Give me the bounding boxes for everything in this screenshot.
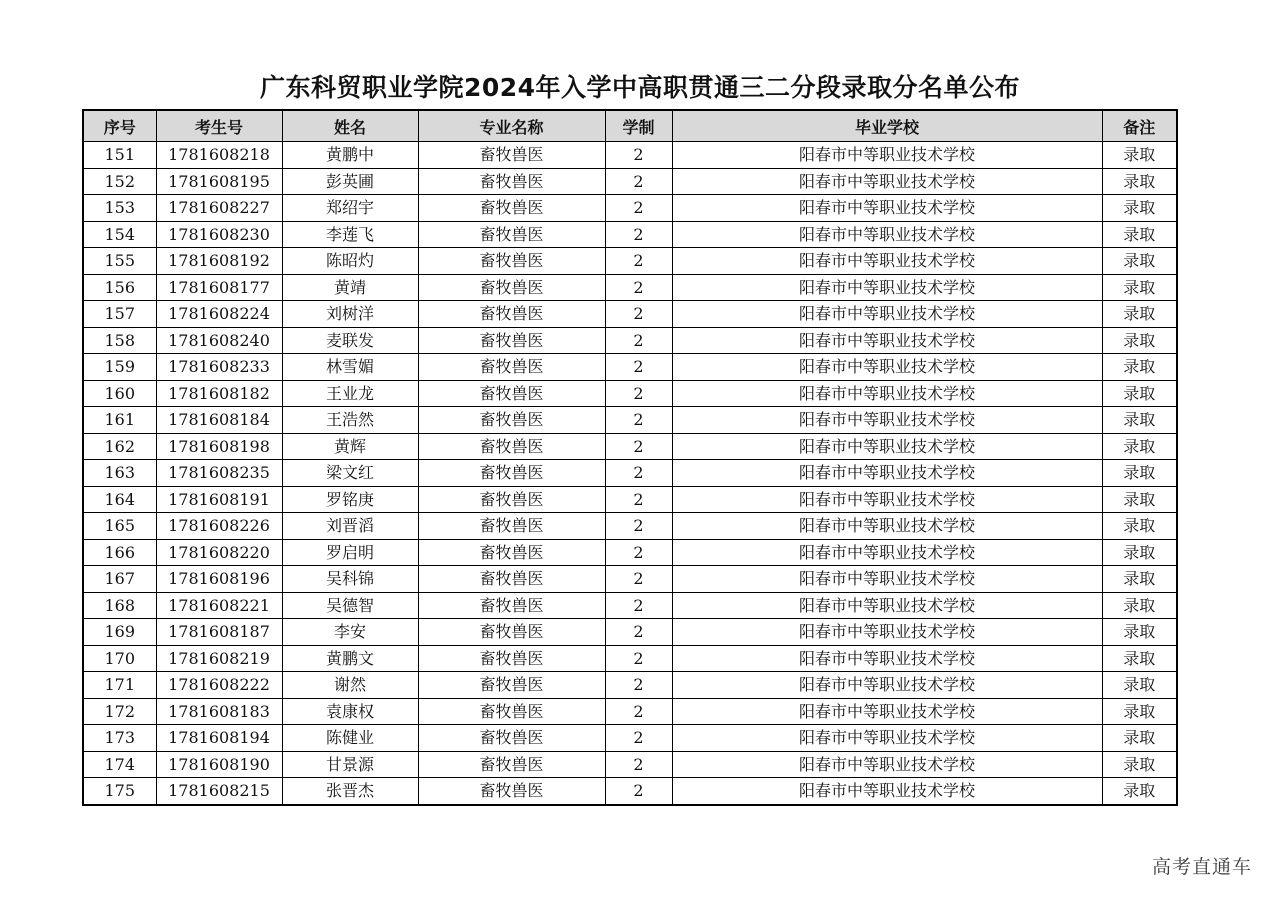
cell-name: 吴德智: [282, 592, 418, 619]
cell-remark: 录取: [1102, 195, 1177, 222]
cell-major: 畜牧兽医: [418, 380, 605, 407]
cell-seq-number: 159: [83, 354, 156, 381]
cell-seq-number: 154: [83, 221, 156, 248]
cell-seq-number: 168: [83, 592, 156, 619]
cell-graduate-school: 阳春市中等职业技术学校: [672, 301, 1102, 328]
column-header-candidate-id: 考生号: [156, 110, 282, 142]
cell-remark: 录取: [1102, 619, 1177, 646]
cell-seq-number: 166: [83, 539, 156, 566]
cell-seq-number: 169: [83, 619, 156, 646]
cell-graduate-school: 阳春市中等职业技术学校: [672, 327, 1102, 354]
cell-candidate-id: 1781608177: [156, 274, 282, 301]
cell-duration: 2: [605, 566, 672, 593]
cell-duration: 2: [605, 168, 672, 195]
cell-name: 张晋杰: [282, 778, 418, 805]
cell-graduate-school: 阳春市中等职业技术学校: [672, 248, 1102, 275]
cell-major: 畜牧兽医: [418, 778, 605, 805]
table-row: [83, 168, 1177, 195]
cell-candidate-id: 1781608184: [156, 407, 282, 434]
cell-seq-number: 174: [83, 751, 156, 778]
table-row: [83, 380, 1177, 407]
table-row: [83, 327, 1177, 354]
cell-major: 畜牧兽医: [418, 566, 605, 593]
cell-graduate-school: 阳春市中等职业技术学校: [672, 407, 1102, 434]
cell-candidate-id: 1781608226: [156, 513, 282, 540]
cell-seq-number: 152: [83, 168, 156, 195]
cell-major: 畜牧兽医: [418, 725, 605, 752]
cell-remark: 录取: [1102, 407, 1177, 434]
cell-name: 罗启明: [282, 539, 418, 566]
cell-remark: 录取: [1102, 725, 1177, 752]
cell-graduate-school: 阳春市中等职业技术学校: [672, 195, 1102, 222]
cell-duration: 2: [605, 248, 672, 275]
cell-candidate-id: 1781608192: [156, 248, 282, 275]
cell-duration: 2: [605, 513, 672, 540]
cell-name: 甘景源: [282, 751, 418, 778]
cell-remark: 录取: [1102, 354, 1177, 381]
cell-duration: 2: [605, 619, 672, 646]
table-row: [83, 645, 1177, 672]
cell-graduate-school: 阳春市中等职业技术学校: [672, 380, 1102, 407]
cell-duration: 2: [605, 725, 672, 752]
cell-duration: 2: [605, 460, 672, 487]
cell-seq-number: 170: [83, 645, 156, 672]
cell-name: 陈昭灼: [282, 248, 418, 275]
cell-candidate-id: 1781608196: [156, 566, 282, 593]
cell-seq-number: 151: [83, 142, 156, 169]
cell-seq-number: 172: [83, 698, 156, 725]
cell-remark: 录取: [1102, 327, 1177, 354]
table-row: [83, 301, 1177, 328]
cell-major: 畜牧兽医: [418, 460, 605, 487]
table-row: [83, 751, 1177, 778]
admission-table: [82, 109, 1178, 806]
cell-candidate-id: 1781608183: [156, 698, 282, 725]
cell-duration: 2: [605, 380, 672, 407]
cell-graduate-school: 阳春市中等职业技术学校: [672, 592, 1102, 619]
cell-duration: 2: [605, 142, 672, 169]
cell-remark: 录取: [1102, 513, 1177, 540]
page-title: 广东科贸职业学院2024年入学中高职贯通三二分段录取分名单公布: [259, 73, 1021, 102]
table-row: [83, 354, 1177, 381]
cell-candidate-id: 1781608240: [156, 327, 282, 354]
cell-candidate-id: 1781608194: [156, 725, 282, 752]
table-row: [83, 539, 1177, 566]
cell-graduate-school: 阳春市中等职业技术学校: [672, 566, 1102, 593]
cell-candidate-id: 1781608235: [156, 460, 282, 487]
cell-major: 畜牧兽医: [418, 592, 605, 619]
cell-candidate-id: 1781608221: [156, 592, 282, 619]
cell-name: 彭英圃: [282, 168, 418, 195]
cell-major: 畜牧兽医: [418, 672, 605, 699]
cell-candidate-id: 1781608198: [156, 433, 282, 460]
table-row: [83, 566, 1177, 593]
cell-candidate-id: 1781608190: [156, 751, 282, 778]
cell-major: 畜牧兽医: [418, 327, 605, 354]
column-header-graduate-school: 毕业学校: [672, 110, 1102, 142]
cell-duration: 2: [605, 301, 672, 328]
cell-major: 畜牧兽医: [418, 221, 605, 248]
cell-name: 李安: [282, 619, 418, 646]
cell-major: 畜牧兽医: [418, 513, 605, 540]
cell-candidate-id: 1781608230: [156, 221, 282, 248]
cell-candidate-id: 1781608224: [156, 301, 282, 328]
column-header-seq-number: 序号: [83, 110, 156, 142]
cell-remark: 录取: [1102, 645, 1177, 672]
cell-duration: 2: [605, 433, 672, 460]
cell-major: 畜牧兽医: [418, 301, 605, 328]
table-header-row: [83, 110, 1177, 142]
cell-seq-number: 156: [83, 274, 156, 301]
cell-candidate-id: 1781608219: [156, 645, 282, 672]
cell-major: 畜牧兽医: [418, 486, 605, 513]
cell-remark: 录取: [1102, 274, 1177, 301]
cell-name: 王浩然: [282, 407, 418, 434]
table-header: [83, 110, 1177, 142]
cell-major: 畜牧兽医: [418, 142, 605, 169]
cell-remark: 录取: [1102, 698, 1177, 725]
cell-graduate-school: 阳春市中等职业技术学校: [672, 778, 1102, 805]
cell-graduate-school: 阳春市中等职业技术学校: [672, 645, 1102, 672]
table-row: [83, 142, 1177, 169]
cell-seq-number: 175: [83, 778, 156, 805]
cell-name: 黄辉: [282, 433, 418, 460]
cell-candidate-id: 1781608182: [156, 380, 282, 407]
cell-name: 罗铭庚: [282, 486, 418, 513]
table-body: [83, 142, 1177, 805]
cell-candidate-id: 1781608218: [156, 142, 282, 169]
cell-major: 畜牧兽医: [418, 539, 605, 566]
cell-major: 畜牧兽医: [418, 619, 605, 646]
watermark-text: 高考直通车: [1151, 856, 1252, 878]
cell-seq-number: 173: [83, 725, 156, 752]
cell-candidate-id: 1781608233: [156, 354, 282, 381]
cell-graduate-school: 阳春市中等职业技术学校: [672, 433, 1102, 460]
cell-seq-number: 162: [83, 433, 156, 460]
cell-remark: 录取: [1102, 142, 1177, 169]
cell-graduate-school: 阳春市中等职业技术学校: [672, 539, 1102, 566]
cell-candidate-id: 1781608222: [156, 672, 282, 699]
cell-remark: 录取: [1102, 566, 1177, 593]
cell-candidate-id: 1781608187: [156, 619, 282, 646]
cell-graduate-school: 阳春市中等职业技术学校: [672, 619, 1102, 646]
cell-duration: 2: [605, 645, 672, 672]
cell-seq-number: 164: [83, 486, 156, 513]
cell-duration: 2: [605, 778, 672, 805]
cell-seq-number: 165: [83, 513, 156, 540]
cell-seq-number: 161: [83, 407, 156, 434]
cell-duration: 2: [605, 672, 672, 699]
cell-name: 黄靖: [282, 274, 418, 301]
column-header-duration: 学制: [605, 110, 672, 142]
cell-name: 黄鹏中: [282, 142, 418, 169]
cell-major: 畜牧兽医: [418, 433, 605, 460]
table-row: [83, 460, 1177, 487]
cell-name: 吴科锦: [282, 566, 418, 593]
cell-name: 麦联发: [282, 327, 418, 354]
cell-candidate-id: 1781608220: [156, 539, 282, 566]
cell-remark: 录取: [1102, 539, 1177, 566]
cell-candidate-id: 1781608191: [156, 486, 282, 513]
column-header-name: 姓名: [282, 110, 418, 142]
cell-name: 谢然: [282, 672, 418, 699]
cell-graduate-school: 阳春市中等职业技术学校: [672, 142, 1102, 169]
cell-candidate-id: 1781608215: [156, 778, 282, 805]
cell-major: 畜牧兽医: [418, 195, 605, 222]
cell-major: 畜牧兽医: [418, 645, 605, 672]
cell-duration: 2: [605, 486, 672, 513]
table-row: [83, 248, 1177, 275]
table-row: [83, 725, 1177, 752]
cell-graduate-school: 阳春市中等职业技术学校: [672, 751, 1102, 778]
table-row: [83, 513, 1177, 540]
cell-seq-number: 160: [83, 380, 156, 407]
cell-name: 林雪媚: [282, 354, 418, 381]
cell-remark: 录取: [1102, 778, 1177, 805]
cell-name: 李莲飞: [282, 221, 418, 248]
cell-duration: 2: [605, 592, 672, 619]
cell-seq-number: 167: [83, 566, 156, 593]
cell-name: 郑绍宇: [282, 195, 418, 222]
cell-seq-number: 163: [83, 460, 156, 487]
cell-duration: 2: [605, 539, 672, 566]
cell-duration: 2: [605, 751, 672, 778]
cell-remark: 录取: [1102, 460, 1177, 487]
cell-duration: 2: [605, 327, 672, 354]
cell-remark: 录取: [1102, 380, 1177, 407]
cell-graduate-school: 阳春市中等职业技术学校: [672, 725, 1102, 752]
cell-major: 畜牧兽医: [418, 698, 605, 725]
cell-major: 畜牧兽医: [418, 751, 605, 778]
table-row: [83, 433, 1177, 460]
cell-seq-number: 157: [83, 301, 156, 328]
cell-name: 陈健业: [282, 725, 418, 752]
table-row: [83, 486, 1177, 513]
cell-remark: 录取: [1102, 672, 1177, 699]
cell-remark: 录取: [1102, 592, 1177, 619]
table-row: [83, 778, 1177, 805]
cell-name: 王业龙: [282, 380, 418, 407]
cell-major: 畜牧兽医: [418, 407, 605, 434]
cell-graduate-school: 阳春市中等职业技术学校: [672, 168, 1102, 195]
cell-name: 刘晋滔: [282, 513, 418, 540]
table-row: [83, 407, 1177, 434]
cell-remark: 录取: [1102, 486, 1177, 513]
cell-graduate-school: 阳春市中等职业技术学校: [672, 460, 1102, 487]
table-row: [83, 619, 1177, 646]
cell-seq-number: 155: [83, 248, 156, 275]
cell-duration: 2: [605, 354, 672, 381]
cell-name: 刘树洋: [282, 301, 418, 328]
column-header-remark: 备注: [1102, 110, 1177, 142]
cell-major: 畜牧兽医: [418, 274, 605, 301]
cell-remark: 录取: [1102, 248, 1177, 275]
cell-remark: 录取: [1102, 221, 1177, 248]
cell-remark: 录取: [1102, 751, 1177, 778]
cell-duration: 2: [605, 698, 672, 725]
cell-graduate-school: 阳春市中等职业技术学校: [672, 274, 1102, 301]
cell-duration: 2: [605, 195, 672, 222]
cell-graduate-school: 阳春市中等职业技术学校: [672, 486, 1102, 513]
table-row: [83, 274, 1177, 301]
table-row: [83, 592, 1177, 619]
cell-graduate-school: 阳春市中等职业技术学校: [672, 513, 1102, 540]
table-row: [83, 221, 1177, 248]
cell-seq-number: 158: [83, 327, 156, 354]
cell-name: 黄鹏文: [282, 645, 418, 672]
cell-duration: 2: [605, 221, 672, 248]
cell-duration: 2: [605, 407, 672, 434]
cell-remark: 录取: [1102, 301, 1177, 328]
table-row: [83, 698, 1177, 725]
cell-name: 袁康权: [282, 698, 418, 725]
cell-remark: 录取: [1102, 433, 1177, 460]
column-header-major: 专业名称: [418, 110, 605, 142]
cell-duration: 2: [605, 274, 672, 301]
cell-seq-number: 153: [83, 195, 156, 222]
cell-remark: 录取: [1102, 168, 1177, 195]
cell-candidate-id: 1781608227: [156, 195, 282, 222]
table-row: [83, 195, 1177, 222]
cell-major: 畜牧兽医: [418, 248, 605, 275]
cell-graduate-school: 阳春市中等职业技术学校: [672, 698, 1102, 725]
cell-candidate-id: 1781608195: [156, 168, 282, 195]
cell-seq-number: 171: [83, 672, 156, 699]
cell-graduate-school: 阳春市中等职业技术学校: [672, 221, 1102, 248]
cell-graduate-school: 阳春市中等职业技术学校: [672, 672, 1102, 699]
cell-graduate-school: 阳春市中等职业技术学校: [672, 354, 1102, 381]
cell-major: 畜牧兽医: [418, 354, 605, 381]
cell-name: 梁文红: [282, 460, 418, 487]
cell-major: 畜牧兽医: [418, 168, 605, 195]
table-row: [83, 672, 1177, 699]
